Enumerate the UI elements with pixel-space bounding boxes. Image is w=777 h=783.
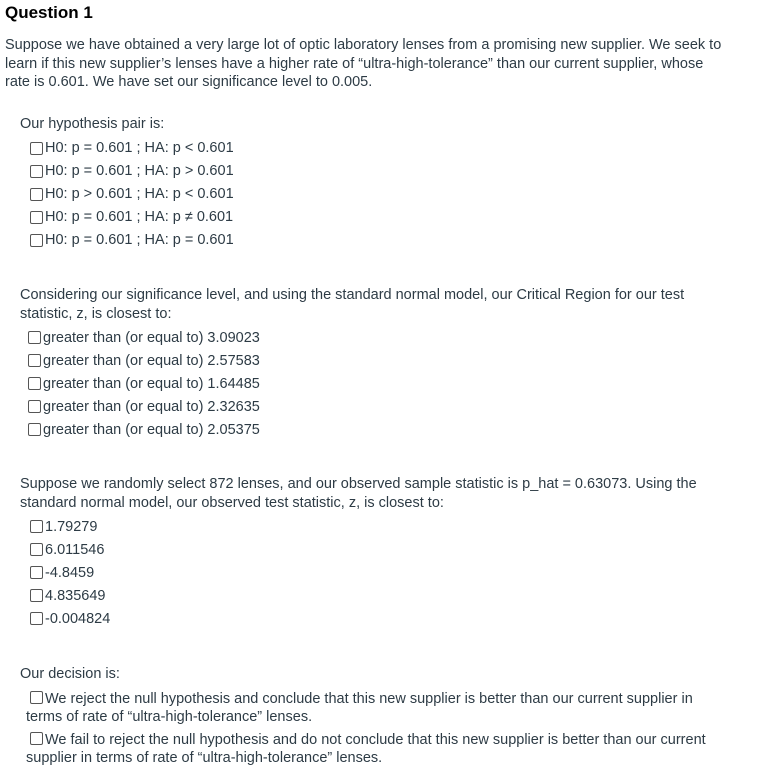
checkbox[interactable] (28, 331, 41, 344)
hypothesis-prompt: Our hypothesis pair is: (20, 116, 165, 132)
decision-prompt: Our decision is: (20, 666, 120, 682)
question-intro: Suppose we have obtained a very large lot of optic laboratory lenses from a promising new supplier. We seek to learn if this new supplier’s lenses have a higher rate of “ultra-high-tolerance” than our current supplier, whose rate is 0.601. We have set our significance level to 0.005. (5, 37, 722, 90)
checkbox[interactable] (28, 423, 41, 436)
option-label: 6.011546 (45, 541, 105, 558)
checkbox[interactable] (30, 612, 43, 625)
critical-region-prompt: Considering our significance level, and using the standard normal model, our Critical Region for our test statistic, z, is closest to: (20, 287, 685, 322)
checkbox[interactable] (30, 165, 43, 178)
test-statistic-option[interactable] (20, 561, 720, 584)
option-label: -4.8459 (45, 564, 95, 581)
option-label: We reject the null hypothesis and conclude that this new supplier is better than our current supplier in terms of rate of “ultra-high-tolerance” lenses. (26, 690, 693, 725)
decision-option[interactable] (20, 731, 720, 768)
hypothesis-option[interactable] (20, 160, 720, 183)
checkbox[interactable] (30, 566, 43, 579)
checkbox[interactable] (30, 188, 43, 201)
test-statistic-options (20, 515, 720, 630)
checkbox[interactable] (28, 400, 41, 413)
option-label: greater than (or equal to) 2.05375 (43, 421, 260, 438)
decision-section (20, 665, 720, 772)
checkbox[interactable] (28, 377, 41, 390)
hypothesis-option[interactable] (20, 206, 720, 229)
checkbox[interactable] (30, 142, 43, 155)
critical-region-options (20, 326, 720, 441)
checkbox[interactable] (30, 211, 43, 224)
hypothesis-options (20, 137, 720, 252)
hypothesis-option[interactable] (20, 229, 720, 252)
test-statistic-option[interactable] (20, 607, 720, 630)
option-label: greater than (or equal to) 3.09023 (43, 329, 260, 346)
checkbox[interactable] (30, 234, 43, 247)
critical-region-option[interactable] (20, 395, 720, 418)
test-statistic-option[interactable] (20, 515, 720, 538)
hypothesis-option[interactable] (20, 183, 720, 206)
option-label: 4.835649 (45, 587, 106, 604)
option-label: H0: p > 0.601 ; HA: p < 0.601 (45, 186, 234, 202)
decision-option[interactable] (20, 690, 720, 727)
hypothesis-section (20, 115, 720, 252)
critical-region-option[interactable] (20, 326, 720, 349)
option-label: We fail to reject the null hypothesis and do not conclude that this new supplier is better than our current supplier in terms of rate of “ultra-high-tolerance” lenses. (26, 731, 706, 766)
test-statistic-option[interactable] (20, 584, 720, 607)
checkbox[interactable] (30, 589, 43, 602)
checkbox[interactable] (30, 543, 43, 556)
test-statistic-prompt: Suppose we randomly select 872 lenses, and our observed sample statistic is p_hat = 0.63073. Using the standard normal model, our observed test statistic, z, is closest to: (20, 476, 697, 511)
test-statistic-option[interactable] (20, 538, 720, 561)
option-label: H0: p = 0.601 ; HA: p ≠ 0.601 (45, 209, 234, 225)
option-label: H0: p = 0.601 ; HA: p > 0.601 (45, 163, 234, 179)
critical-region-option[interactable] (20, 349, 720, 372)
option-label: -0.004824 (45, 610, 111, 627)
checkbox[interactable] (30, 691, 43, 704)
critical-region-section (20, 286, 720, 441)
option-label: greater than (or equal to) 2.57583 (43, 352, 260, 369)
option-label: greater than (or equal to) 2.32635 (43, 398, 260, 415)
option-label: H0: p = 0.601 ; HA: p = 0.601 (45, 232, 234, 248)
test-statistic-section (20, 475, 720, 630)
decision-options (20, 690, 720, 768)
checkbox[interactable] (30, 732, 43, 745)
question-title: Question 1 (5, 3, 93, 22)
checkbox[interactable] (30, 520, 43, 533)
critical-region-option[interactable] (20, 372, 720, 395)
critical-region-option[interactable] (20, 418, 720, 441)
option-label: H0: p = 0.601 ; HA: p < 0.601 (45, 140, 234, 156)
option-label: 1.79279 (45, 518, 98, 535)
hypothesis-option[interactable] (20, 137, 720, 160)
checkbox[interactable] (28, 354, 41, 367)
option-label: greater than (or equal to) 1.64485 (43, 375, 260, 392)
